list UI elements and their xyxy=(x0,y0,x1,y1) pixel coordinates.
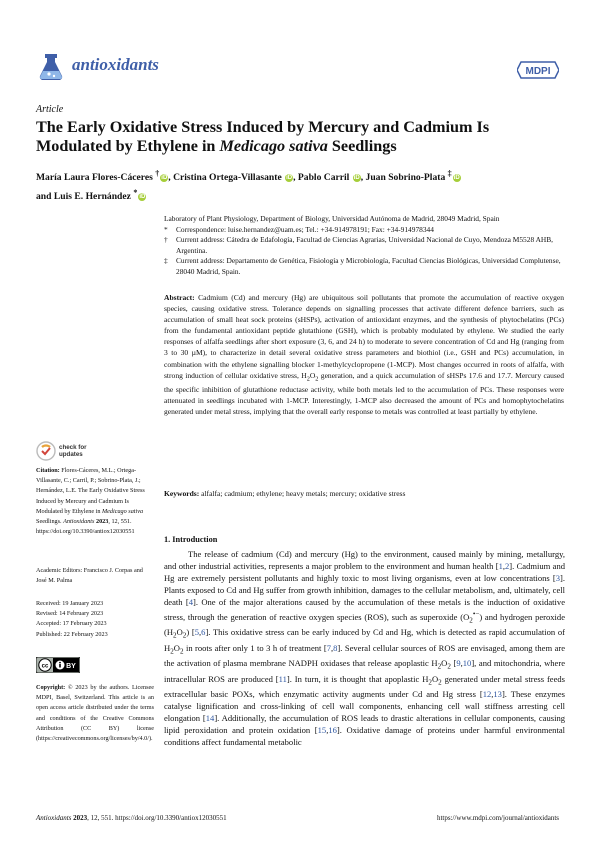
svg-text:BY: BY xyxy=(66,663,76,670)
reference-link[interactable]: 1 xyxy=(498,560,503,571)
article-type: Article xyxy=(36,104,64,115)
reference-link[interactable]: 9 xyxy=(456,658,461,669)
accepted-date: Accepted: 17 February 2023 xyxy=(36,620,107,628)
introduction-text: The release of cadmium (Cd) and mercury (Hg) to the environment, caused mainly by mining, metallurgy, and other industrial activities, represents a major problem to the environment and human health [1,2]. Cadmium and Hg are extremely persistent pollutants and highly toxic to most living organisms, even at low concentrations [3]. Plants exposed to Cd and Hg suffer from growth inhibition, damages to the cellular metabolism, and, ultimately, cell death [4]. One of the major alterations caused by the accumulation of these metals is the induction of oxidative stress, through the generation of reactive oxygen species (ROS), such as superoxide $(O_2^{•-})$ and hydrogen peroxide $(H_2O_2)$ [5,6]. This oxidative stress can be early induced by Cd and Hg, which is detected as rapid accumulation of $H_2O_2$ in roots after only 1 to 3 h of treatment [7,8]. Several cellular sources of ROS are envisaged, among them are the activation of plasma membrane NADPH oxidases that release apoplastic $H_2O_2$ [9,10], and mitochondria, where intracellular ROS are produced [11]. In turn, it is thought that apoplastic $H_2O_2$ generated under metal stress feeds extracellular basic POXs, which enzymatic activity augments under Cd and Hg stress [12,13]. These enzymes catalyse lignification and cross-linking of cell wall components, enhancing cell wall stiffness arresting cell elongation [14]. Additionally, the accumulation of ROS leads to drastic alterations in cellular components, causing lipid peroxidation and protein oxidation [15,16]. Oxidative damage of proteins under harmful environmental conditions affect fundamental metabolic xyxy=(164,549,566,748)
orcid-icon[interactable]: iD xyxy=(161,175,168,182)
author-name: María Laura Flores-Cáceres xyxy=(36,172,153,184)
reference-link[interactable]: 5 xyxy=(194,626,200,637)
affiliation-lab: Laboratory of Plant Physiology, Department of Biology, Universidad Autónoma de Madrid, 28049 Madrid, Spain xyxy=(164,214,500,223)
reference-link[interactable]: 10 xyxy=(462,658,472,669)
orcid-icon[interactable]: iD xyxy=(453,175,460,182)
reference-link[interactable]: 4 xyxy=(188,596,193,607)
reference-link[interactable]: 14 xyxy=(205,713,215,724)
citation-doi-link[interactable]: https://doi.org/10.3390/antiox12030551 xyxy=(36,528,135,536)
current-address-2: ‡ Current address: Departamento de Genética, Fisiología y Microbiología, Facultad Ciencias Biológicas, Universidad Complutense, 28040 Madrid, Spain. xyxy=(164,256,561,276)
author-name: Juan Sobrino-Plata xyxy=(365,172,446,184)
footer-citation: Antioxidants 2023, 12, 551. https://doi.org/10.3390/antiox12030551 xyxy=(36,814,227,822)
orcid-icon[interactable]: iD xyxy=(353,175,360,182)
check-updates-line2: updates xyxy=(59,451,83,458)
reference-link[interactable]: 8 xyxy=(333,642,338,653)
author-name: Cristina Ortega-Villasante xyxy=(173,172,282,184)
mdpi-logo-icon[interactable] xyxy=(517,60,559,80)
section-heading-introduction: 1. Introduction xyxy=(164,535,218,544)
citation-block: Citation: Flores-Cáceres, M.L.; Ortega-Villasante, C.; Carril, P.; Sobrino-Plata, J.; Hernández, L.E. The Early Oxidative Stress Induced by Mercury and Cadmium Is Modulated by Ethylene in Medicago sativa Seedlings. Antioxidants 2023, 12, 551. https://doi.org/10.3390/antiox12030551 xyxy=(36,467,145,536)
author-name: Pablo Carril xyxy=(297,172,350,184)
author-list: María Laura Flores-Cáceres †iD, Cristina Ortega-Villasante iD, Pablo Carril iD, Juan Sobrino-Plata ‡iD and Luis E. Hernández *iD xyxy=(36,169,460,203)
svg-text:cc: cc xyxy=(41,663,49,670)
check-updates-line1: check for xyxy=(59,444,87,451)
academic-editors: Academic Editors: Francisco J. Corpas and José M. Palma xyxy=(36,567,143,585)
reference-link[interactable]: 6 xyxy=(201,626,206,637)
reference-link[interactable]: 7 xyxy=(326,642,331,653)
journal-name[interactable]: antioxidants xyxy=(72,55,159,74)
check-updates-icon xyxy=(36,441,56,461)
check-for-updates-badge[interactable] xyxy=(36,441,96,465)
author-name: and Luis E. Hernández xyxy=(36,191,131,203)
orcid-icon[interactable]: iD xyxy=(139,194,146,201)
reference-link[interactable]: 11 xyxy=(278,673,287,684)
reference-link[interactable]: 3 xyxy=(555,572,561,583)
journal-logo-icon xyxy=(36,50,66,82)
abstract: Abstract: Cadmium (Cd) and mercury (Hg) are ubiquitous soil pollutants that promote the accumulation of reactive oxygen species, causing oxidative stress. Tolerance depends on signalling processes that activate different defence barriers, such as accumulation of small heat sock proteins (sHSPs), activation of antioxidant enzymes, and the synthesis of phytochelatins (PCs) from the fundamental antioxidant peptide glutathione (GSH), which is probably modulated by ethylene. We studied the early responses of alfalfa seedlings after short exposure (3, 6, and 24 h) to moderate to severe concentration of Cd and Hg (ranging from 3 to 30 µM), to characterize in detail several oxidative stress parameters and biothiol (i.e., GSH and PCs) accumulation, in combination with the ethylene signalling blocker 1-methylcyclopropene (1-MCP). Most changes occurred in roots of alfalfa, with strong induction of cellular oxidative stress, $H_2O_2$ generation, and a quick accumulation of sHSPs 17.6 and 17.7. Mercury caused the specific inhibition of glutathione reductase activity, while both metals led to the accumulation of PCs. These responses were attenuated in seedlings incubated with 1-MCP. Interestingly, 1-MCP also decreased the amount of PCs and homophytochelatins generated under metal stress, implying that the overall early response to metals was controlled at least partially by ethylene. xyxy=(164,293,565,417)
dates-block xyxy=(36,599,154,640)
keywords: Keywords: alfalfa; cadmium; ethylene; heavy metals; mercury; oxidative stress xyxy=(164,489,406,498)
correspondence: * Correspondence: luise.hernandez@uam.es; Tel.: +34-914978191; Fax: +34-914978344 xyxy=(164,224,434,234)
affiliations xyxy=(164,214,564,278)
copyright-notice: Copyright: © 2023 by the authors. Licensee MDPI, Basel, Switzerland. This article is an open access article distributed under the terms and conditions of the Creative Commons Attribution (CC BY) license (https://creativecommons.org/licenses/by/4.0/). xyxy=(36,684,154,743)
reference-link[interactable]: 12 xyxy=(482,689,492,700)
reference-link[interactable]: 13 xyxy=(493,689,502,700)
revised-date: Revised: 14 February 2023 xyxy=(36,610,104,618)
current-address-1: † Current address: Cátedra de Edafología, Facultad de Ciencias Agrarias, Universidad Nacional de Cuyo, Mendoza M5528 AHB, Argentina. xyxy=(164,235,554,255)
article-title: The Early Oxidative Stress Induced by Mercury and Cadmium Is Modulated by Ethylene in Medicago sativa Seedlings xyxy=(36,118,490,155)
reference-link[interactable]: 15 xyxy=(317,725,327,736)
cc-by-license-icon[interactable] xyxy=(36,657,80,673)
orcid-icon[interactable]: iD xyxy=(286,175,293,182)
footer-journal-url[interactable]: https://www.mdpi.com/journal/antioxidants xyxy=(436,814,559,822)
reference-link[interactable]: 2 xyxy=(504,560,510,571)
received-date: Received: 19 January 2023 xyxy=(36,600,104,607)
published-date: Published: 22 February 2023 xyxy=(36,630,108,638)
mdpi-logo-text: MDPI xyxy=(525,66,551,77)
reference-link[interactable]: 16 xyxy=(328,725,337,736)
